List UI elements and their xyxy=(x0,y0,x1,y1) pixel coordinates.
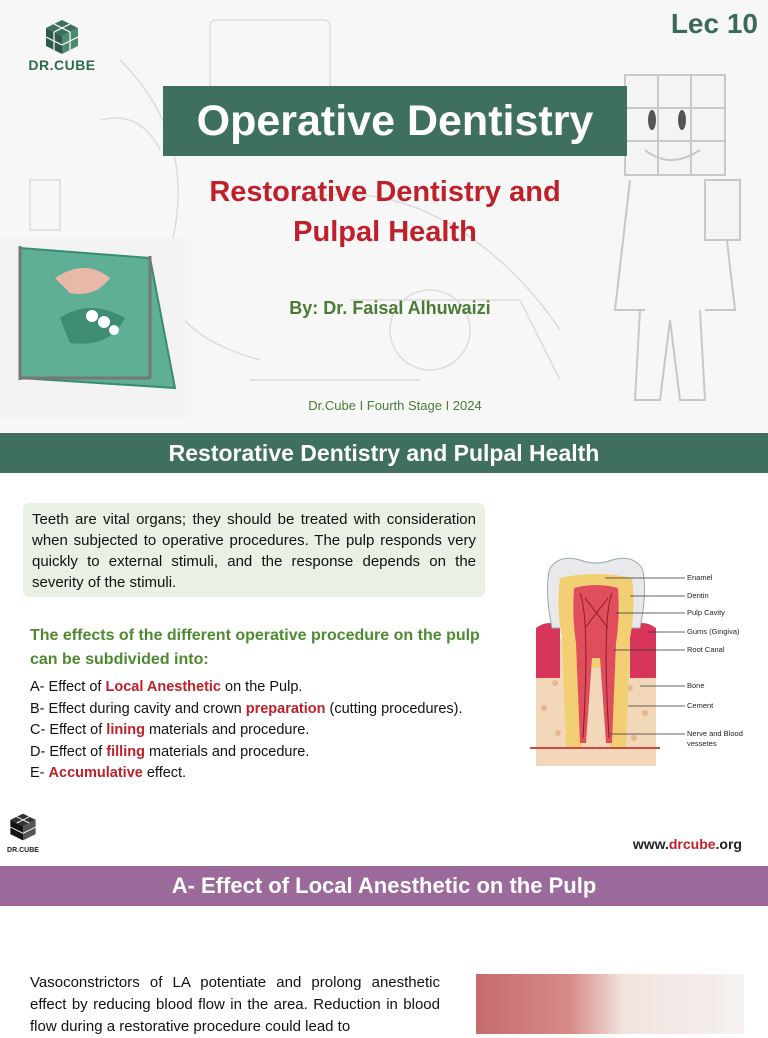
item-prefix: D- Effect of xyxy=(30,743,107,760)
label-gums: Gums (Gingiva) xyxy=(687,627,740,636)
item-prefix: E- xyxy=(30,765,49,781)
author-line: By: Dr. Faisal Alhuwaizi xyxy=(289,298,491,318)
website-link[interactable] xyxy=(633,836,742,852)
list-item xyxy=(30,699,530,721)
item-suffix: effect. xyxy=(142,765,187,781)
section-header: A- Effect of Local Anesthetic on the Pulp xyxy=(0,866,768,906)
effects-list xyxy=(30,677,530,785)
list-item xyxy=(30,677,530,699)
intro-box: Teeth are vital organs; they should be treated with consideration when subjected to operative procedures. The pulp responds very quickly to external stimuli, and the response depends on the severity of the stimuli. xyxy=(23,503,485,597)
label-enamel: Enamel xyxy=(687,573,713,582)
item-suffix: on the Pulp. xyxy=(221,679,303,695)
lecture-number: Lec 10 xyxy=(670,8,758,39)
cover-section xyxy=(0,0,768,432)
label-nerve-line2: vessetes xyxy=(687,739,717,748)
label-nerve-line1: Nerve and Blood xyxy=(687,729,743,738)
item-highlight: lining xyxy=(106,722,145,738)
tooth-anatomy-diagram xyxy=(530,548,765,770)
page-title: Operative Dentistry xyxy=(163,86,627,156)
item-suffix: materials and procedure. xyxy=(144,743,310,760)
section-header: Restorative Dentistry and Pulpal Health xyxy=(0,433,768,473)
cover-footer: Dr.Cube I Fourth Stage I 2024 xyxy=(308,398,482,413)
list-item xyxy=(30,720,530,742)
item-suffix: (cutting procedures). xyxy=(325,700,463,717)
item-highlight: Local Anesthetic xyxy=(105,679,221,695)
item-prefix: B- Effect during cavity and crown xyxy=(30,700,246,717)
label-pulp-cavity: Pulp Cavity xyxy=(687,608,725,617)
website-prefix: www. xyxy=(632,836,669,852)
logo-text: DR.CUBE xyxy=(7,847,39,854)
gum-left xyxy=(536,623,560,678)
website-accent: drcube xyxy=(668,836,716,852)
list-item xyxy=(30,742,530,764)
website-suffix: .org xyxy=(715,836,742,852)
item-prefix: A- Effect of xyxy=(30,679,106,695)
label-dentin: Dentin xyxy=(687,591,709,600)
item-suffix: materials and procedure. xyxy=(144,722,310,738)
gum-right xyxy=(630,623,656,678)
label-root-canal: Root Canal xyxy=(687,645,725,654)
item-highlight: preparation xyxy=(245,700,326,717)
item-highlight: Accumulative xyxy=(48,765,143,781)
clinical-photo xyxy=(476,974,744,1034)
effects-heading: The effects of the different operative procedure on the pulp can be subdivided into: xyxy=(30,627,480,668)
item-prefix: C- Effect of xyxy=(30,722,107,738)
subtitle: Restorative Dentistry and Pulpal Health xyxy=(209,176,561,248)
cube-logo-icon xyxy=(8,812,38,842)
cube-logo-icon xyxy=(43,18,81,56)
rubber-dam-photo xyxy=(0,238,185,418)
paragraph: Vasoconstrictors of LA potentiate and prolong anesthetic effect by reducing blood flow in the area. Reduction in blood flow during a restorative procedure could lead to xyxy=(30,974,440,1035)
drcube-footer-logo xyxy=(6,812,40,854)
label-cement: Cement xyxy=(687,701,714,710)
list-item xyxy=(30,763,530,785)
drcube-logo xyxy=(22,18,102,73)
logo-text: DR.CUBE xyxy=(28,57,96,73)
item-highlight: filling xyxy=(106,743,145,760)
label-bone: Bone xyxy=(687,681,705,690)
